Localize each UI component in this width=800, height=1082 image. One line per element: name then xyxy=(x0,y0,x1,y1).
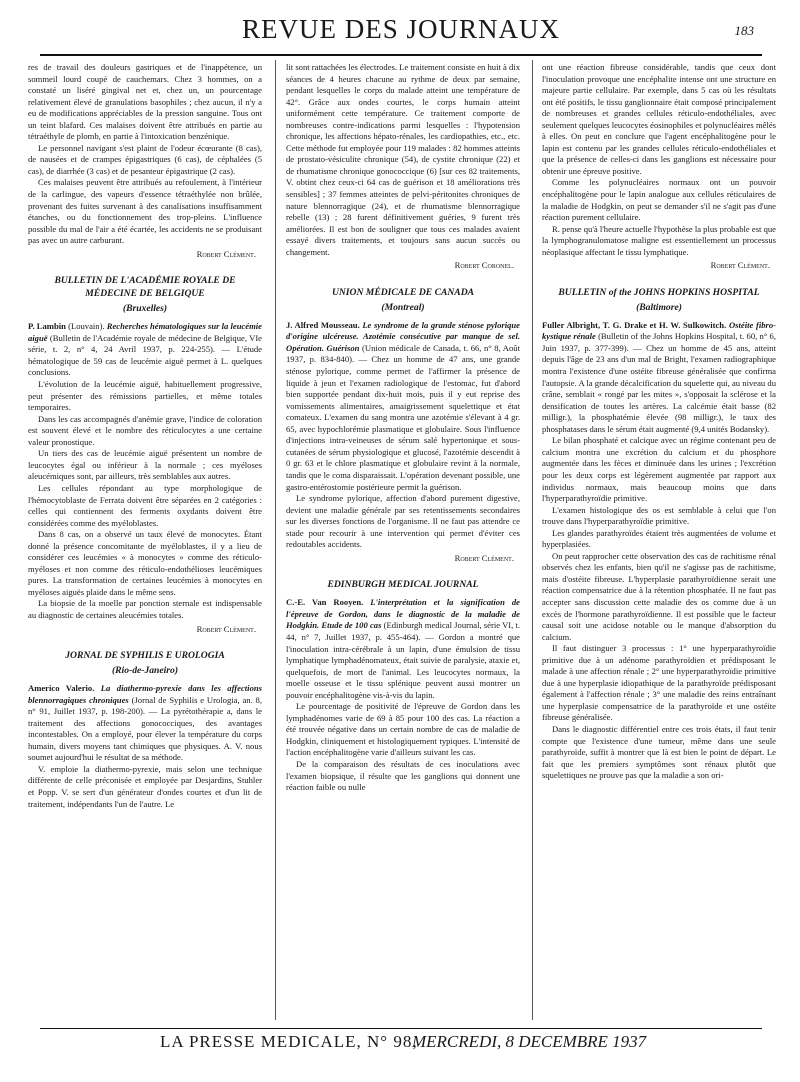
journal-title: REVUE DES JOURNAUX xyxy=(241,14,560,44)
paragraph: Le personnel navigant s'est plaint de l'odeur écœurante (8 cas), de nausées et de crampes épigastriques (6 cas), de céphalées (5 cas), de diarrhée (3 cas) et de pesanteur épigastrique (2 cas). xyxy=(28,142,262,176)
text-column-1 xyxy=(28,62,262,1017)
paragraph: On peut rapprocher cette observation des cas de rachitisme rénal observés chez les enfants, bien qu'il ne s'agisse pas de rachitisme, mais d'ostéite fibreuse. L'hyperplasie parathyroïdienne serait une réaction compensatrice due à la rétention phosphatée. Il ne faut pas accepter sans discussion cette maladie des os comme due à un excès de l'hormone parathyroïdienne. Il est possible que le facteur causal soit une acidose notable ou le manque d'absorption du calcium. xyxy=(542,550,776,642)
abstract-lead xyxy=(28,683,262,764)
abstract-lead xyxy=(286,597,520,701)
paragraph: Dans 8 cas, on a observé un taux élevé de monocytes. Étant donné la présence concomitante de myéloblastes, il y a lieu de considérer ces leucémies « à monocytes » comme des réticulo-myéloses et non comme des réticulo-endothélioses leucémiques pures. La transformation de certaines leucémies à monocytes en myéloses aiguës plaide dans le même sens. xyxy=(28,529,262,597)
journal-section-heading: EDINBURGH MEDICAL JOURNAL xyxy=(327,579,479,591)
article-title: L'interprétation et la signification de l'épreuve de Gordon, dans le diagnostic de la maladie de Hodgkin. Etude de 100 cas xyxy=(286,597,520,631)
article-title: Ostéite fibro-kystique rénale xyxy=(542,319,776,342)
journal-section-heading: BULLETIN of the JOHNS HOPKINS HOSPITAL xyxy=(558,286,760,298)
paragraph: Le bilan phosphaté et calcique avec un régime contenant peu de calcium montra une excrétion du calcium et du phosphore augmentée dans les fèces et diminuée dans les urines ; l'excrétion pour les deux corps est légèrement augmentée par rapport aux individus normaux, mais beaucoup moins que dans l'hyperparathyroïdie primitive. xyxy=(542,435,776,504)
paragraph: Les cellules répondant au type morphologique de l'hémocytoblaste de Ferrata doivent être séparées en 2 catégories : celles qui contiennent des ferments oxydants doivent être considérées comme des myéloblastes. xyxy=(28,482,262,528)
paragraph: L'évolution de la leucémie aiguë, habituellement progressive, peut présenter des rémissions partielles, et même totales temporaires. xyxy=(28,379,262,413)
page-footer xyxy=(40,1028,762,1053)
footer-issue-date: MERCREDI, 8 DECEMBRE 1937 xyxy=(412,1032,647,1051)
paragraph: Ces malaises peuvent être attribués au refoulement, à l'intérieur de la carlingue, des vapeurs d'essence tétraéthylée non brûlée, provenant des fuites survenant à des canalisations insuffisamment étanches, ou du fonctionnement des trop-pleins. L'influence possible du mal de l'air a été écartée, les accidents ne se produisant pas avec un autre carburant. xyxy=(28,177,262,246)
paragraph: V. emploie la diathermo-pyrexie, mais selon une technique différente de celle préconisée et employée par Desjardins, Stuhler et Popp. V. se sert d'un générateur d'ondes courtes et d'un lit de traitement, indépendants l'un de l'autre. Le xyxy=(28,763,262,809)
journal-section-heading: JORNAL DE SYPHILIS E UROLOGIA xyxy=(65,650,225,662)
author-signature: Robert Clément. xyxy=(196,623,256,634)
journal-section-heading: UNION MÉDICALE DE CANADA xyxy=(331,286,475,298)
abstract-body: (Jornal de Syphilis e Urologia, an. 8, n° 91, Juillet 1937, p. 198-200). — La pyrétothérapie a, dans le traitement des affections gonococciques, des avantages incontestables. On a employé, pour élever la température du corps humain, divers moyens tant chimiques que physiques. A. V. nous soumet aujourd'hui le résultat de sa méthode. xyxy=(28,694,262,763)
page-header xyxy=(40,10,762,56)
abstract-body: (Edinburgh medical Journal, série VI, t. 44, n° 7, Juillet 1937, p. 455-464). — Gordon a montré que l'inoculation intra-cérébrale à un lapin, d'une émulsion de tissu lymphatique lymphadénomateux, était suivie de paralysie, ataxie et, quelquefois, de mort de l'animal. Les leucocytes normaux, la moelle osseuse et le tissu splénique peuvent aussi montrer un pouvoir encéphalitogène vis-à-vis du lapin. xyxy=(286,620,520,700)
paragraph: Le pourcentage de positivité de l'épreuve de Gordon dans les lymphadénomes varie de 69 à 85 pour 100 des cas. La réaction a été trouvée négative dans un certain nombre de cas de maladie de Hodgkin, cliniquement et histologiquement typiques. L'intensité de l'action encéphalitogène varie d'ailleurs suivant les cas. xyxy=(286,701,520,758)
author-name: C.-E. Van Rooyen. xyxy=(286,597,364,608)
abstract-lead xyxy=(542,320,776,435)
paragraph: Dans les cas accompagnés d'anémie grave, l'indice de coloration est souvent élevé et le nombre des réticulocytes a une certaine valeur pronostique. xyxy=(28,413,262,447)
abstract-body: (Bulletin de l'Académie royale de médecine de Belgique, VIe série, t. 2, n° 4, 24 Avril 1937, p. 224-255). — L'étude hématologique de 59 cas de leucémie aiguë permet à L. quelques conclusions. xyxy=(28,332,262,378)
paragraph: R. pense qu'à l'heure actuelle l'hypothèse la plus probable est que la lymphogranulomatose maligne est essentiellement un processus néoplasique affectant le tissu lymphatique. xyxy=(542,223,776,257)
abstract-body: (Union médicale de Canada, t. 66, n° 8, Août 1937, p. 834-840). — Chez un homme de 47 ans, une grande sténose pylorique, comme permet de l'affirmer la présence de liquide à jeun et l'examen radiologique de l'estomac, fut d'abord bien supportée pendant dix-huit mois, puis il y eut reprise des vomissements alimentaires, amaigrissement squelettique et état comateux. L'examen du sang montra une azotémie s'élevant à 4 gr. 65, avec hypochlorémie plasmatique et globulaire. Sous l'influence d'injections intra-veineuses de sérum salé hypertonique et sous-cutanées de sérum physiologique et glucosé, l'azotémie descendit à 0 gr. 63 et le chlore plasmatique et globulaire revint à la normale, tandis que le coma disparaissait. L'opération devenant possible, une gastro-entérostomie postérieure permit la guérison. xyxy=(286,342,520,492)
paragraph: De la comparaison des résultats de ces inoculations avec l'examen biopsique, il résulte que les ganglions qui donnent une réaction faible ou nulle xyxy=(286,758,520,793)
footer-journal-name: LA PRESSE MEDICALE, N° 98, xyxy=(160,1032,418,1051)
column-divider xyxy=(532,60,533,1020)
author-name: Fuller Albright, T. G. Drake et H. W. Sulkowitch. xyxy=(542,319,727,330)
journal-city: (Montreal) xyxy=(381,301,425,313)
paragraph: lit sont rattachées les électrodes. Le traitement consiste en huit à dix séances de 4 heures chacune au rythme de deux par semaine, pendant lesquelles le corps du malade atteint une température de 42°. Grâce aux ondes courtes, le corps humain atteint uniformément cette température. Ce traitement comporte de nombreuses contre-indications parmi lesquelles : l'hypotension chronique, les affections hépato-rénales, les cardiopathies, etc., etc. Cette méthode fut employée pour 119 malades : 82 hommes atteints de prostato-vésiculite chronique (54), de cystite chronique (22) et de rhumatisme chronique gonococcique (6) [sur ces 82 traitements, V. obtint chez ceux-ci 64 cas de guérison et 18 améliorations très sensibles] ; 37 femmes atteintes de pelvi-péritonites chroniques de nature blennorragique (24), et de rhumatisme blennorragique rebelle (13) ; 28 furent définitivement guéries, 9 furent très améliorées. Il est bon de souligner que tous ces malades avaient essayé divers traitements, et toujours sans aucun succès ou changement. xyxy=(286,62,520,257)
column-divider xyxy=(275,60,276,1020)
paragraph: res de travail des douleurs gastriques et de l'inappétence, un sommeil lourd coupé de cauchemars. Chez 3 hommes, on a constaté un liséré gingival net et, chez un, un pourcentage relativement élevé de granulations basophiles ; chez aucun, il n'y a eu de modifications appréciables de la pression sanguine. Tous ont un teint blafard. Ces malaises doivent être attribués en partie au tétraéthyle de plomb, en partie à l'intoxication benzénique. xyxy=(28,62,262,142)
paragraph: La biopsie de la moelle par ponction sternale est indispensable au diagnostic de certaines aleucémies totales. xyxy=(28,598,262,620)
paragraph: Un tiers des cas de leucémie aiguë présentent un nombre de leucocytes égal ou inférieur à la normale ; ces myéloses aleucémiques sont, par ailleurs, très semblables aux autres. xyxy=(28,448,262,482)
journal-city: (Bruxelles) xyxy=(122,303,168,315)
author-name: Americo Valerio. xyxy=(28,683,95,694)
journal-city: (Rio-de-Janeiro) xyxy=(111,665,179,677)
journal-section-heading: BULLETIN DE L'ACADÉMIE ROYALE DE MÉDECINE DE BELGIQUE xyxy=(54,275,236,300)
journal-city: (Baltimore) xyxy=(636,301,682,313)
author-name: J. Alfred Mousseau. xyxy=(286,319,360,330)
abstract-lead xyxy=(28,321,262,379)
paragraph: ont une réaction fibreuse considérable, tandis que ceux dont l'inoculation provoque une encéphalite intense ont une structure en majeure partie cellulaire. Par exemple, dans 5 cas où les résultats ont été positifs, le tissu ganglionnaire était composé principalement de nombreuses et grandes cellules réticulo-endothéliales, avec seulement quelques leucocytes éosinophiles et polynucléaires mêlés à elles. On peut en conclure que l'agent encéphalitogène pour le lapin est contenu par les grandes cellules réticulo-endothéliales et que la présence de celles-ci dans les ganglions est nécessaire pour obtenir une épreuve positive. xyxy=(542,62,776,176)
paragraph: Le syndrome pylorique, affection d'abord purement digestive, devient une maladie générale par ses retentissements secondaires sur les diverses fonctions de l'organisme. Il ne faut pas attendre ce stade pour recourir à une intervention qui permet d'éviter ces redoutables accidents. xyxy=(286,493,520,550)
page-number: 183 xyxy=(734,23,754,38)
article-title: La diathermo-pyrexie dans les affections blennorragiques chroniques xyxy=(28,683,262,705)
paragraph: Comme les polynucléaires normaux ont un pouvoir encéphalitogène pour le lapin analogue aux cellules réticulaires de la maladie de Hodgkin, on peut se demander s'il ne s'agit pas d'une réaction purement cellulaire. xyxy=(542,177,776,223)
article-title: Le syndrome de la grande sténose pylorique d'origine ulcéreuse. Azotémie consécutive par manque de sel. Opération. Guérison xyxy=(286,319,520,353)
author-name: P. Lambin xyxy=(28,321,66,332)
author-signature: Robert Coronel. xyxy=(454,260,514,271)
paragraph: L'examen histologique des os est semblable à celui que l'on trouve dans l'hyperparathyroïdie primitive. xyxy=(542,504,776,527)
author-signature: Robert Clément. xyxy=(710,260,770,271)
author-signature: Robert Clément. xyxy=(454,552,514,563)
author-signature: Robert Clément. xyxy=(196,248,256,259)
abstract-lead xyxy=(286,320,520,493)
paragraph: Dans le diagnostic différentiel entre ces trois états, il faut tenir compte que l'existence d'une tumeur, même dans une seule parathyroïde, suffit à montrer que là est bien le point de départ. Le fait que les premiers symptômes sont rénaux plutôt que squelettiques ne prouve pas que la maladie a son ori- xyxy=(542,723,776,781)
text-column-2 xyxy=(286,62,520,1017)
text-column-3 xyxy=(542,62,776,1017)
author-affiliation: (Louvain). xyxy=(65,321,107,332)
paragraph: Il faut distinguer 3 processus : 1° une hyperparathyroïdie primitive due à un adénome parathyroïdien et prédisposant le malade à une affection rénale ; 2° une hyperparathyroïdie primitive due à une hyperplasie idiopathique de la parathyroïde prédisposant également à l'affection rénale ; 3° une maladie des reins entraînant une hyperplasie compensatrice de la parathyroïde et une ostéite fibreuse généralisée. xyxy=(542,643,776,723)
abstract-body: (Bulletin of the Johns Hopkins Hospital, t. 60, n° 6, Juin 1937, p. 377-399). — Chez un homme de 45 ans, atteint depuis l'âge de 23 ans d'un mal de Bright, l'examen radiographique montra l'existence d'une ostéite fibreuse généralisée que confirma l'autopsie. A la grande décalcification du squelette qui, au niveau du crâne, semblait « rongé par les mites », s'opposait la sclérose et la densification de toutes les artères. La calcémie était basse (82 milligr.), la phosphatémie élevée (98 milligr.), le taux des phosphatases dans le sérum était augmenté (9,4 unités Bodansky). xyxy=(542,331,776,434)
article-title: Recherches hématologiques sur la leucémie aiguë xyxy=(28,321,262,343)
paragraph: Les glandes parathyroïdes étaient très augmentées de volume et hyperplasiées. xyxy=(542,527,776,550)
